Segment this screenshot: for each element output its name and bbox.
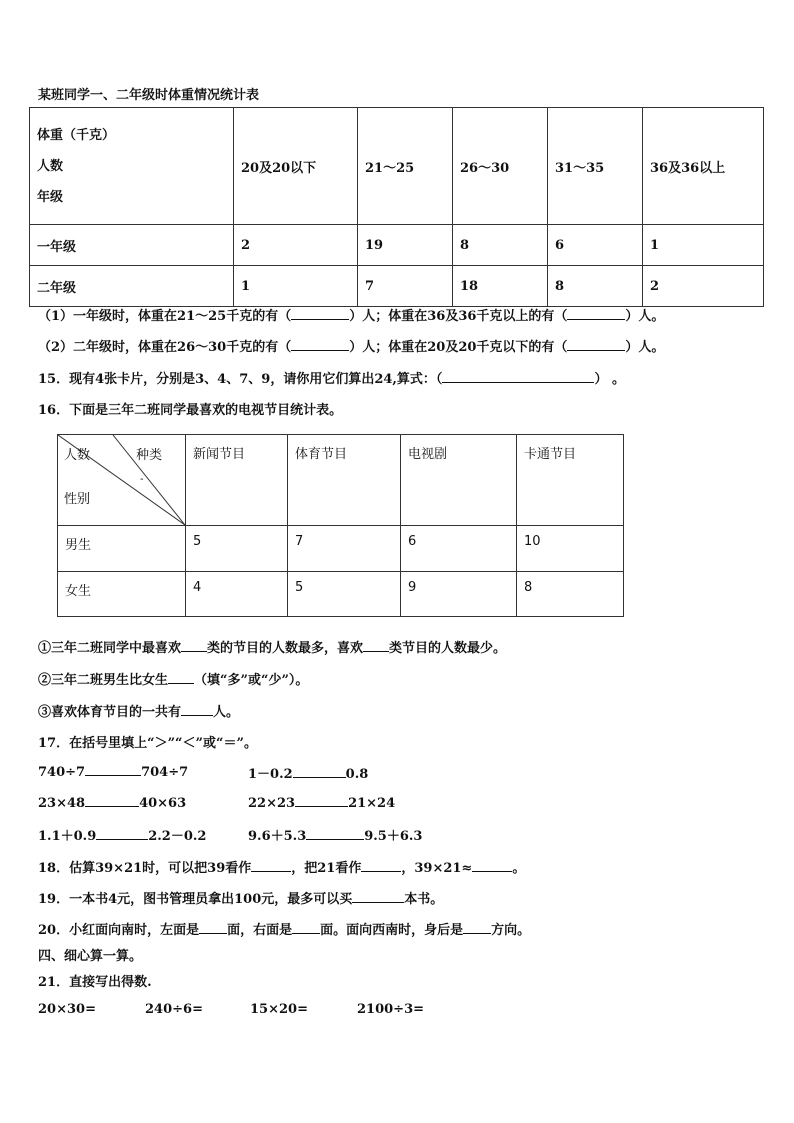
row-label: 男生 [58,526,186,572]
table-cell: 7 [358,266,453,307]
compare-item [38,825,206,844]
compare-right: 40×63 [139,796,187,811]
calc-item: 2100÷3= [357,1002,425,1017]
corner-label-count: 人数 [64,448,91,463]
answer-blank[interactable] [291,307,349,320]
row-label: 女生 [58,572,186,617]
col-header: 20及20以下 [234,108,358,225]
table-cell: 5 [186,526,288,572]
corner-label-gender: 性别 [64,492,91,507]
header-line-weight: 体重（千克） [37,127,116,143]
table-cell: 1 [643,225,764,266]
answer-blank[interactable] [291,338,349,351]
table-row [30,225,764,266]
answer-blank[interactable] [463,921,491,934]
q15-end: ） 。 [594,372,625,387]
calc-item: 20×30= [38,1002,96,1017]
q16-s3 [38,701,239,720]
table-cell: 18 [453,266,548,307]
answer-blank[interactable] [361,859,401,872]
q16-s1 [38,637,506,656]
weight-table [29,107,764,307]
table-cell: 2 [234,225,358,266]
header-line-count: 人数 [37,158,64,174]
answer-blank[interactable] [85,794,139,807]
q18 [38,857,525,876]
q14-part2-text-b: ）人；体重在20及20千克以下的有（ [349,340,568,355]
table-cell: 4 [186,572,288,617]
q16-s2-text-a: ②三年二班男生比女生 [38,673,169,688]
table-cell: 19 [358,225,453,266]
tv-table [57,434,624,617]
q14-part1-text-a: （1）一年级时，体重在21～25千克的有（ [38,309,292,324]
q18-text-d: 。 [512,861,526,876]
q15 [38,368,625,387]
compare-right: 0.8 [345,767,369,782]
table-cell: 2 [643,266,764,307]
calc-item: 15×20= [250,1002,308,1017]
q21-title: 21．直接写出得数. [38,975,152,990]
answer-blank[interactable] [472,859,512,872]
q16-s3-text-a: ③喜欢体育节目的一共有 [38,705,182,720]
header-line-grade: 年级 [37,189,64,205]
table-cell: 1 [234,266,358,307]
answer-blank[interactable] [251,859,291,872]
q16-s1-text-b: 类的节目的人数最多，喜欢 [207,641,364,656]
q18-text-c: ，39×21≈ [401,861,473,876]
q14-part2-text-a: （2）二年级时，体重在26～30千克的有（ [38,340,292,355]
compare-item [38,763,188,780]
q16-title: 16．下面是三年二班同学最喜欢的电视节目统计表。 [38,403,343,418]
q19-text-b: 本书。 [404,892,444,907]
compare-left: 22×23 [248,796,296,811]
table-cell: 8 [517,572,624,617]
compare-left: 23×48 [38,796,86,811]
compare-left: 9.6＋5.3 [248,829,307,844]
q18-text-a: 18．估算39×21时，可以把39看作 [38,861,252,876]
table-row [58,526,624,572]
q16-s2-text-b: （填“多”或“少”）。 [194,673,309,688]
table-cell: 6 [548,225,643,266]
table-cell: 9 [401,572,517,617]
compare-right: 2.2－0.2 [148,829,207,844]
q20-text-a: 20．小红面向南时，左面是 [38,923,200,938]
answer-blank[interactable] [442,370,594,383]
q20 [38,919,530,938]
q19-text-a: 19．一本书4元，图书管理员拿出100元，最多可以买 [38,892,353,907]
table-cell: 8 [548,266,643,307]
compare-right: 9.5＋6.3 [364,829,423,844]
answer-blank[interactable] [181,639,207,652]
q15-text: 15．现有4张卡片，分别是3、4、7、9，请你用它们算出24,算式：（ [38,372,443,387]
q20-text-c: 面。面向西南时，身后是 [320,923,464,938]
table-row [58,572,624,617]
q16-s1-text-a: ①三年二班同学中最喜欢 [38,641,182,656]
answer-blank[interactable] [293,765,346,778]
table-cell: 8 [453,225,548,266]
q14-part1-text-b: ）人；体重在36及36千克以上的有（ [349,309,568,324]
q20-text-b: 面，右面是 [227,923,293,938]
col-header: 21～25 [358,108,453,225]
col-header: 新闻节目 [186,435,288,526]
q16-s3-text-b: 人。 [213,705,240,720]
weight-table-header-cell [30,108,234,225]
compare-right: 21×24 [348,796,396,811]
table-cell: 7 [288,526,401,572]
answer-blank[interactable] [181,703,213,716]
q18-text-b: ，把21看作 [291,861,362,876]
compare-left: 1.1＋0.9 [38,829,97,844]
table1-title: 某班同学一、二年级时体重情况统计表 [38,88,260,103]
table-row [30,266,764,307]
q19 [38,888,443,907]
compare-item [248,794,395,811]
answer-blank[interactable] [567,338,625,351]
q16-s2 [38,669,308,688]
compare-left: 740÷7 [38,765,86,780]
answer-blank[interactable] [292,921,320,934]
compare-item [38,794,186,811]
corner-header-cell [58,435,186,526]
q14-part1-text-c: ）人。 [625,309,665,324]
answer-blank[interactable] [96,827,148,840]
q16-s1-text-c: 类节目的人数最少。 [389,641,507,656]
col-header: 26～30 [453,108,548,225]
corner-dash: - [140,474,144,485]
col-header: 电视剧 [401,435,517,526]
answer-blank[interactable] [363,639,389,652]
answer-blank[interactable] [295,794,348,807]
answer-blank[interactable] [168,671,194,684]
table-cell: 5 [288,572,401,617]
table-cell: 6 [401,526,517,572]
answer-blank[interactable] [85,763,141,776]
row-label: 二年级 [30,266,234,307]
compare-item [248,763,368,782]
corner-label-category: 种类 [136,448,163,463]
section-heading: 四、细心算一算。 [38,949,143,964]
calc-item: 240÷6= [145,1002,203,1017]
q14-part1 [38,305,664,324]
compare-left: 1－0.2 [248,767,293,782]
col-header: 体育节目 [288,435,401,526]
answer-blank[interactable] [352,890,404,903]
compare-item [248,825,422,844]
q17-title: 17．在括号里填上“＞”“＜”或“＝”。 [38,736,257,751]
q20-text-d: 方向。 [491,923,531,938]
answer-blank[interactable] [199,921,227,934]
row-label: 一年级 [30,225,234,266]
col-header: 36及36以上 [643,108,764,225]
answer-blank[interactable] [567,307,625,320]
compare-right: 704÷7 [141,765,189,780]
q14-part2 [38,336,664,355]
answer-blank[interactable] [306,827,364,840]
col-header: 31～35 [548,108,643,225]
col-header: 卡通节目 [517,435,624,526]
q14-part2-text-c: ）人。 [625,340,665,355]
table-cell: 10 [517,526,624,572]
